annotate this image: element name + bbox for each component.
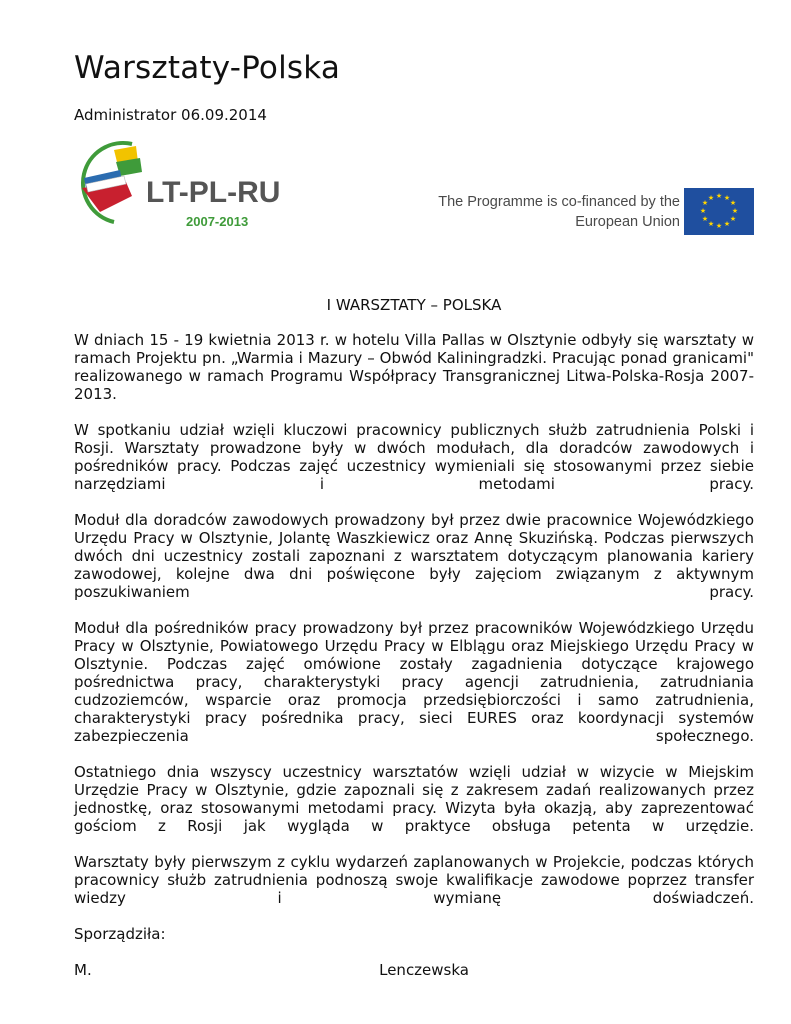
eu-cofinancing-banner: [418, 186, 754, 236]
article-paragraph-5: Ostatniego dnia wszyscy uczestnicy warsztatów wzięli udział w wizycie w Miejskim Urzędzie Pracy w Olsztynie, gdzie zapoznali się z zakresem zadań realizowanych przez jednostkę, oraz stosowanymi metodami pracy. Wizyta była okazją, aby zaprezentować gościom z Rosji jak wygląda w praktyce obsługa petenta w urzędzie.: [74, 763, 754, 835]
eu-text-line-1: The Programme is co-financed by the: [438, 194, 680, 210]
article-meta: [74, 106, 267, 124]
article-body: [74, 296, 754, 979]
eu-flag-icon: [684, 188, 754, 235]
svg-text:★: ★: [701, 199, 709, 207]
svg-text:★: ★: [699, 207, 707, 215]
svg-text:★: ★: [707, 220, 715, 228]
article-heading: I WARSZTATY – POLSKA: [326, 296, 502, 314]
article-paragraph-2: W spotkaniu udział wzięli kluczowi pracownicy publicznych służb zatrudnienia Polski i Rosji. Warsztaty prowadzone były w dwóch modułach, dla doradców zawodowych i pośredników pracy. Podczas zajęć uczestnicy wymieniali się stosowanymi przez siebie narzędziami i metodami pracy.: [74, 421, 754, 493]
publish-date: 06.09.2014: [181, 106, 267, 124]
svg-text:★: ★: [729, 199, 737, 207]
svg-text:★: ★: [731, 207, 739, 215]
svg-text:★: ★: [723, 194, 731, 202]
svg-text:★: ★: [707, 194, 715, 202]
page-title: Warsztaty-Polska: [74, 50, 341, 86]
svg-text:★: ★: [715, 192, 723, 200]
article-paragraph-6: Warsztaty były pierwszym z cyklu wydarzeń zaplanowanych w Projekcie, podczas których pracownicy służb zatrudnienia podnoszą swoje kwalifikacje zawodowe poprzez transfer wiedzy i wymianę doświadczeń.: [74, 853, 754, 907]
article-paragraph-4: Moduł dla pośredników pracy prowadzony był przez pracowników Wojewódzkiego Urzędu Pracy w Olsztynie, Powiatowego Urzędu Pracy w Elblągu oraz Miejskiego Urzędu Pracy w Olsztynie. Podczas zajęć omówione zostały zagadnienia dotyczące krajowego pośrednictwa pracy, charakterystyki pracy agencji zatrudnienia, zatrudniania cudzoziemców, wsparcie oraz promocja przedsiębiorczości i samo zatrudnienia, charakterystyki pracy pośrednika pracy, sieci EURES oraz koordynacji systemów zabezpieczenia społecznego.: [74, 619, 754, 745]
svg-text:★: ★: [729, 215, 737, 223]
svg-text:★: ★: [715, 222, 723, 230]
signature: [74, 961, 469, 979]
prepared-by-label: Sporządziła:: [74, 925, 166, 943]
eu-text-line-2: European Union: [575, 214, 680, 230]
signature-surname: Lenczewska: [379, 961, 469, 979]
logo-program-years: 2007-2013: [186, 214, 249, 229]
logo-program-name: LT-PL-RU: [146, 176, 281, 209]
lt-pl-ru-logo: [74, 136, 281, 232]
author-name[interactable]: Administrator: [74, 106, 177, 124]
svg-text:★: ★: [723, 220, 731, 228]
svg-text:★: ★: [701, 215, 709, 223]
article-paragraph-3: Moduł dla doradców zawodowych prowadzony był przez dwie pracownice Wojewódzkiego Urzędu Pracy w Olsztynie, Jolantę Waszkiewicz oraz Annę Skuzińską. Podczas pierwszych dwóch dni uczestnicy zostali zapoznani z warsztatem dotyczącym planowania kariery zawodowej, kolejne dwa dni poświęcone były zajęciom związanym z aktywnym poszukiwaniem pracy.: [74, 511, 754, 601]
signature-initial: M.: [74, 961, 92, 979]
article-paragraph-1: W dniach 15 - 19 kwietnia 2013 r. w hotelu Villa Pallas w Olsztynie odbyły się warsztaty w ramach Projektu pn. „Warmia i Mazury – Obwód Kaliningradzki. Pracując ponad granicami" realizowanego w ramach Programu Współpracy Transgranicznej Litwa-Polska-Rosja 2007-2013.: [74, 331, 754, 403]
eu-cofinancing-text: [418, 192, 680, 232]
